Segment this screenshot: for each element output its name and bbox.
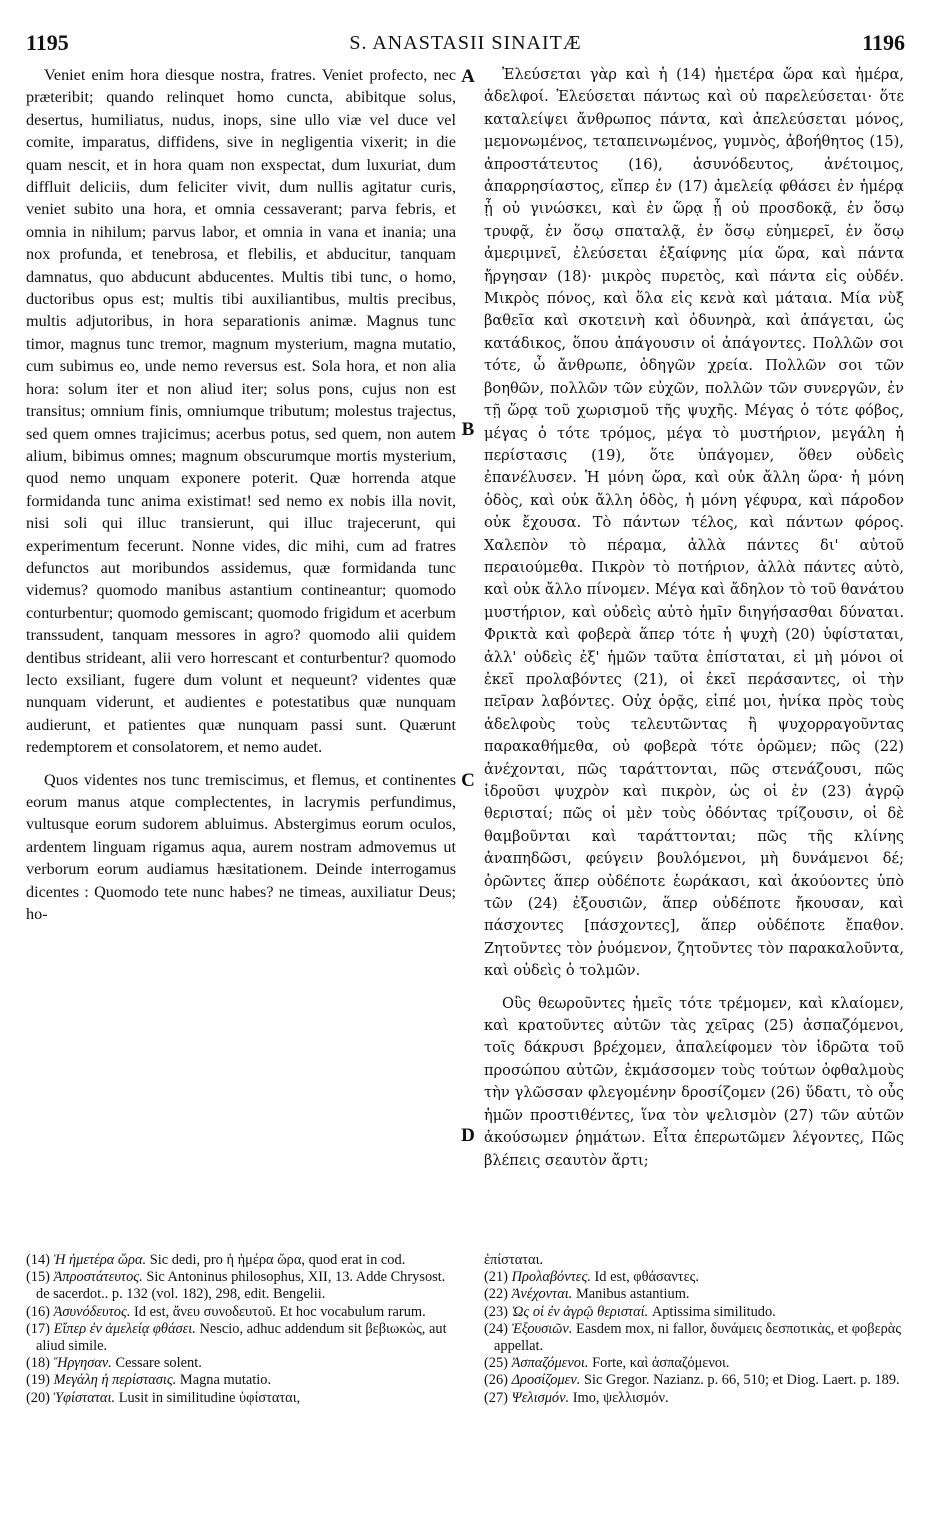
running-title: S. ANASTASII SINAITÆ [349, 32, 582, 54]
footnote: (14) Ἡ ἡμετέρα ὥρα. Sic dedi, pro ἡ ἡμέρα ὥρα, quod erat in cod. [26, 1252, 406, 1268]
footnote: (18) Ἤργησαν. Cessare solent. [26, 1355, 202, 1372]
margin-letter-a: A [461, 66, 475, 87]
margin-letter-b: B [461, 419, 475, 440]
footnote: (19) Μεγάλη ἡ περίστασις. Magna mutatio. [26, 1372, 272, 1389]
footnote: (22) Ἀνέχονται. Manibus astantium. [484, 1286, 690, 1303]
greek-paragraph-1: Ἐλεύσεται γὰρ καὶ ἡ (14) ἡμετέρα ὥρα καὶ ἡμέρα, ἀδελφοί. Ἐλεύσεται πάντως καὶ οὐ παρελεύσεται· ὅτε καταλείψει ἄνθρωπος πάντα, καὶ ἀπελεύσεται μόνος, μεμονωμένος, τεταπεινωμένος, γυμνὸς, ἀβοήθητος (15), ἀπροστάτευτος (16), ἀσυνόδευτος, ἀνέτοιμος, ἀπαρρησίαστος, εἴπερ ἐν (17) ἀμελείᾳ φθάσει ἐν ἡμέρᾳ ᾗ οὐ γινώσκει, καὶ ἐν ὥρᾳ ᾗ οὐ προσδοκᾷ, ἐν ὅσῳ τρυφᾷ, ἐν ὅσῳ σπαταλᾷ, ἐν ὅσῳ εὐημερεῖ, ἐν ὅσῳ ἀμεριμνεῖ, ἐλεύσεται ἐξαίφνης μία ὥρα, καὶ πάντα ἤργησαν (18)· μικρὸς πυρετὸς, καὶ πάντα εἰς οὐδέν. Μικρὸς πόνος, καὶ ὅλα εἰς κενὰ καὶ μάταια. Μία νὺξ βαθεῖα καὶ σκοτεινὴ καὶ ὀδυνηρὰ, καὶ ἀπάγεται, ὡς κατάδικος, ὅπου ἀπάγουσιν οἱ ἀπάγοντες. Πολλῶν σοι τότε, ὦ ἄνθρωπε, ὁδηγῶν χρεία. Πολλῶν σοι τῶν βοηθῶν, πολλῶν τῶν εὐχῶν, πολλῶν τῶν συνεργῶν, ἐν τῇ ὥρᾳ τοῦ χωρισμοῦ τῆς ψυχῆς. Μέγας ὁ τότε φόβος, μέγας ὁ τότε τρόμος, μέγα τὸ μυστήριον, μεγάλη ἡ περίστασις (19), ὅτε ὑπάγομεν, ὅθεν οὐδεὶς ἐπανέλυσεν. Ἡ μόνη ὥρα, καὶ οὐκ ἄλλη ὥρα· ἡ μόνη ὁδὸς, καὶ οὐκ ἄλλη ὁδὸς, ἡ μόνη γέφυρα, καὶ πάροδον οὐκ ἔχουσα. Τὸ πάντων τέλος, καὶ πάντων φόρος. Χαλεπὸν τὸ πέραμα, ἀλλὰ πάντες δι' αὐτοῦ περαιούμεθα. Πικρὸν τὸ ποτήριον, ἀλλὰ πάντες αὐτὸ, καὶ οὐκ ἄλλο πίνομεν. Μέγα καὶ ἄδηλον τὸ τοῦ θανάτου μυστήριον, καὶ οὐδεὶς αὐτὸ ἡμῖν διηγήσασθαι δύναται. Φρικτὰ καὶ φοβερὰ ἅπερ τότε ἡ ψυχὴ (20) ὑφίσταται, ἀλλ' οὐδεὶς ἐξ' ἡμῶν ταῦτα ἐπίσταται, εἰ μὴ μόνοι οἱ ἐκεῖ προλαβόντες (21), οἱ ἐκεῖ περάσαντες, οἱ τὴν πεῖραν λαβόντες. Οὐχ ὁρᾷς, εἰπέ μοι, ἡνίκα πρὸς τοὺς ἀδελφοὺς τοὺς τελευτῶντας ἢ ψυχορραγοῦντας παρακαθήμεθα, οὐ φοβερὰ τότε ὁρῶμεν; πῶς (22) ἀνέχονται, πῶς ταράττονται, πῶς στενάζουσι, πῶς ἱδροῦσι ψυχρὸν καὶ πικρὸν, ὡς οἱ ἐν (23) ἀγρῷ θερισταί; πῶς οἱ μὲν τοὺς ὀδόντας τρίζουσιν, οἱ δὲ θαμβοῦνται καὶ ταράττονται; πῶς τῆς κλίνης ἀναπηδῶσι, φεύγειν βουλόμενοι, μὴ δυνάμενοι δέ; ὁρῶντες ἅπερ οὐδέποτε ἑωράκασι, καὶ ἀκούοντες ὑπὸ τῶν (24) ἐξουσιῶν, ἅπερ οὐδέποτε ἤκουσαν, καὶ πάσχοντες [πάσχοντες], ἅπερ οὐδέποτε ἔπαθον. Ζητοῦντες τὸν ῥυόμενον, ζητοῦντες τὸν παρακαλοῦντα, καὶ οὐδεὶς ὁ τολμῶν. [484, 66, 904, 980]
page-number-right: 1196 [862, 30, 905, 55]
latin-paragraph-2: Quos videntes nos tunc tremiscimus, et flemus, et continentes eorum manus atque complectentes, in lacrymis perfundimus, vultusque eorum sudorem abluimus. Abstergimus eorum oculos, ardentem linguam rigamus aqua, aurem nostram admovemus ut verborum eorum audiamus hæsitationem. Deinde interrogamus dicentes : Quomodo tete nunc habes? ne timeas, auxiliatur Deus; ho- [26, 770, 456, 924]
greek-column [484, 64, 904, 1172]
margin-letter-c: C [461, 770, 475, 791]
footnote: (25) Ἀσπαζόμενοι. Forte, καὶ ἀσπαζόμενοι. [484, 1355, 730, 1372]
footnotes-right [484, 1252, 904, 1407]
footnote: (24) Ἐξουσιῶν. Easdem mox, ni fallor, δυνάμεις δεσποτικὰς, et φοβερὰς appellat. [484, 1320, 902, 1355]
page-header [26, 30, 905, 60]
footnote: (21) Προλαβόντες. Id est, φθάσαντες. [484, 1269, 699, 1286]
footnote: ἐπίσταται. [484, 1252, 544, 1268]
latin-paragraph-1: Veniet enim hora diesque nostra, fratres. Veniet profecto, nec præteribit; quando relinquet homo cuncta, abibitque solus, desertus, humiliatus, nudus, inops, sine ullo viæ vel duce vel comite, imparatus, diffidens, sive in negligentia vixerit; in die quam nescit, et in hora quam non exspectat, dum luxuriat, dum diffluit deliciis, dum feliciter vivit, dum nullis agitatur curis, veniet subito una hora, et omnia cessaverant; parva febris, et omnia in nihilum; parvus labor, et omnia in vana et inania; una nox profunda, et tenebrosa, et flebilis, et abducitur, tanquam damnatus, quo abducunt abducentes. Multis tibi tunc, o homo, ductoribus opus est; multis tibi auxiliantibus, multis precibus, multis adjutoribus, in hora separationis animæ. Magnus tunc timor, magnus tunc tremor, magnum mysterium, magna mutatio, cum subimus eo, unde nemo reversus est. Sola hora, et non alia hora: solum iter et non aliud iter; solus pons, cujus non est transitus; omnium finis, omniumque tributum; molestus trajectus, sed quem omnes trajicimus; acerbus potus, sed quem, non autem alium, bibimus omnes; magnum obscurumque mortis mysterium, quod nemo unquam exponere poterit. Quæ horrenda atque formidanda tunc anima existimat! sed nemo ex nobis illa novit, nisi soli qui illuc transierunt, qui illuc trajecerunt, qui experimentum fecerunt. Nonne vides, dic mihi, cum ad fratres defunctos aut moribundos assidemus, quæ formidanda tunc videmus? quomodo manibus astantium contineantur; quomodo conturbentur; quomodo gemiscant; quomodo frigidum et acerbum transsudent, tanquam messores in agro? quomodo alii quidem dentibus strideant, alii vero horrescant et conturbentur? quomodo lecto exsiliant, fugere dum volunt et nequeunt? videntes quæ nunquam viderunt, et audientes e potestatibus quæ nunquam audierunt, et patientes quæ nunquam passi sunt. Quærunt redemptorem et consolatorem, et nemo audet. [26, 66, 456, 757]
footnote: (23) Ὡς οἱ ἐν ἀγρῷ θερισταί. Aptissima similitudo. [484, 1303, 776, 1320]
latin-column [26, 64, 456, 925]
margin-letter-d: D [461, 1125, 475, 1146]
footnotes-left [26, 1252, 456, 1407]
footnote: (26) Δροσίζομεν. Sic Gregor. Nazianz. p. 66, 510; et Diog. Laert. p. 189. [484, 1372, 900, 1389]
footnote: (27) Ψελισμόν. Imo, ψελλισμόν. [484, 1389, 669, 1406]
footnote: (17) Εἴπερ ἐν ἀμελείᾳ φθάσει. Nescio, adhuc addendum sit βεβιωκὼς, aut aliud simile. [26, 1320, 447, 1355]
footnote: (16) Ἀσυνόδευτος. Id est, ἄνευ συνοδευτοῦ. Et hoc vocabulum rarum. [26, 1303, 426, 1320]
page-number-left: 1195 [26, 30, 69, 55]
footnote: (15) Ἀπροστάτευτος. Sic Antoninus philosophus, XII, 13. Adde Chrysost. de sacerdot.. p. 132 (vol. 182), 298, edit. Bengelii. [26, 1269, 446, 1303]
footnote: (20) Ὑφίσταται. Lusit in similitudine ὑφίσταται, [26, 1389, 301, 1406]
greek-paragraph-2: Οὓς θεωροῦντες ἡμεῖς τότε τρέμομεν, καὶ κλαίομεν, καὶ κρατοῦντες αὐτῶν τὰς χεῖρας (25) ἀσπαζόμενοι, τοῖς δάκρυσι βρέχομεν, ἀπαλείφομεν τὸν ἱδρῶτα τοῦ προσώπου αὐτῶν, ἐκμάσσομεν τοὺς τούτων ὀφθαλμοὺς τὴν γλῶσσαν φλεγομένην δροσίζομεν (26) ὕδατι, τὸ οὖς ἡμῶν προστιθέντες, ἵνα τὸν ψελισμὸν (27) τῶν αὐτῶν ἀκούσωμεν ῥημάτων. Εἶτα ἐπερωτῶμεν λέγοντες, Πῶς βλέπεις σεαυτὸν ἄρτι; [484, 994, 904, 1169]
